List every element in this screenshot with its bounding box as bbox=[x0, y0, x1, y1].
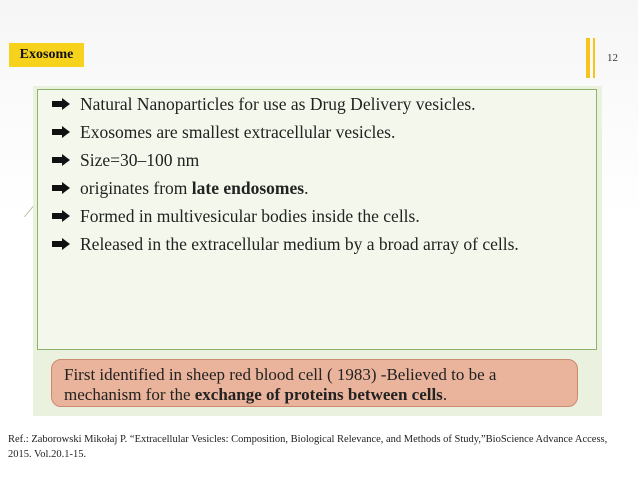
arrow-right-icon bbox=[52, 154, 70, 166]
reference-text: Ref.: Zaborowski Mikołaj P. “Extracellular Vesicles: Composition, Biological Relevance, and Methods of Study,”BioScience Advance Access, 2015. Vol.20.1-15. bbox=[8, 434, 608, 460]
bullet-text-prefix: originates from bbox=[80, 178, 192, 198]
bullet-text: Released in the extracellular medium by a broad array of cells. bbox=[80, 234, 519, 254]
page-number-bar bbox=[586, 38, 590, 78]
bullet-text: Exosomes are smallest extracellular vesicles. bbox=[80, 122, 396, 142]
bullet-list bbox=[38, 94, 596, 262]
bullet-item bbox=[38, 122, 596, 143]
bullet-item bbox=[38, 150, 596, 171]
bullet-text: Size=30–100 nm bbox=[80, 150, 200, 170]
arrow-right-icon bbox=[52, 182, 70, 194]
arrow-right-icon bbox=[52, 98, 70, 110]
note-text-suffix: . bbox=[442, 385, 448, 404]
note-text-prefix: First identified in sheep red blood cell ( 1983) -Believed to be a mechanism for the bbox=[64, 365, 497, 404]
slide-title: Exosome bbox=[9, 43, 84, 67]
page-number: 12 bbox=[607, 52, 618, 64]
arrow-right-icon bbox=[52, 238, 70, 250]
bullet-item bbox=[38, 206, 596, 227]
arrow-right-icon bbox=[52, 126, 70, 138]
bullet-item bbox=[38, 178, 596, 199]
bullet-item bbox=[38, 94, 596, 115]
arrow-right-icon bbox=[52, 210, 70, 222]
bullet-text: Natural Nanoparticles for use as Drug Delivery vesicles. bbox=[80, 94, 476, 114]
bullet-box bbox=[37, 89, 597, 350]
content-panel bbox=[33, 86, 602, 416]
note-text-bold: exchange of proteins between cells bbox=[194, 385, 443, 404]
bullet-text-bold: late endosomes bbox=[191, 178, 305, 198]
bullet-text: Formed in multivesicular bodies inside the cells. bbox=[80, 206, 420, 226]
note-box bbox=[51, 359, 578, 407]
page-number-box bbox=[586, 38, 630, 78]
bullet-text-suffix: . bbox=[304, 178, 309, 198]
bullet-item bbox=[38, 234, 596, 255]
